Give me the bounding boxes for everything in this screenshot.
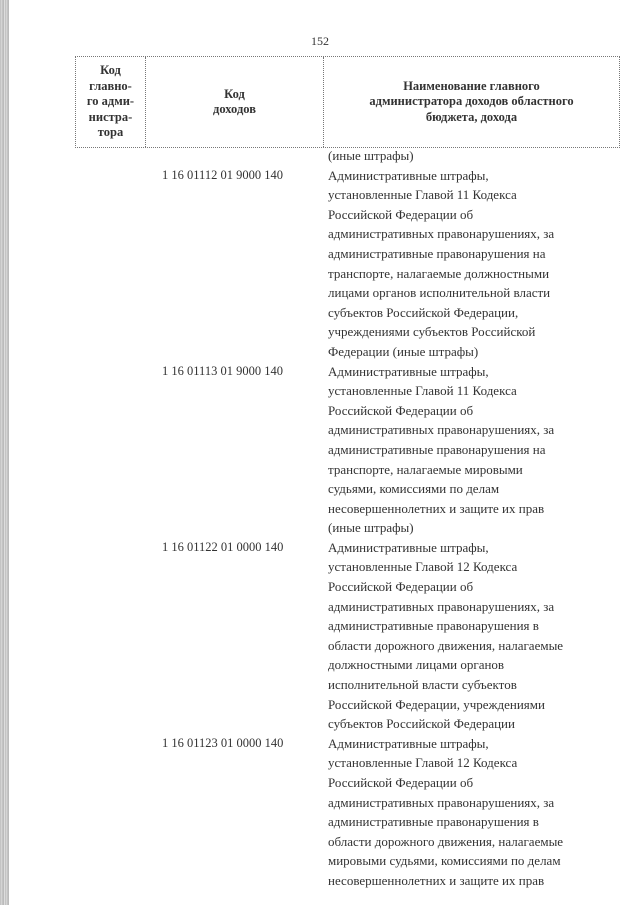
description-line: несовершеннолетних и защите их прав [328, 500, 545, 516]
description-line: установленные Главой 11 Кодекса [328, 187, 517, 203]
table-row [0, 538, 640, 734]
table-row [0, 362, 640, 538]
header-line: главно- [89, 78, 132, 93]
income-description [328, 538, 640, 734]
description-line: установленные Главой 12 Кодекса [328, 559, 518, 575]
header-admin-code [76, 57, 146, 147]
description-line: административные правонарушения в [328, 814, 539, 830]
header-line: Код [224, 86, 245, 101]
table-row [0, 734, 640, 891]
header-line: Код [100, 63, 121, 78]
description-line: судьями, комиссиями по делам [328, 481, 500, 497]
header-line: бюджета, дохода [425, 109, 518, 124]
description-line: Административные штрафы, [328, 539, 489, 555]
description-line: субъектов Российской Федерации, [328, 304, 519, 320]
description-line: Федерации (иные штрафы) [328, 343, 479, 359]
description-line: транспорте, налагаемые должностными [328, 265, 550, 281]
description-line: мировыми судьями, комиссиями по делам [328, 853, 561, 869]
income-code: 1 16 01123 01 0000 140 [162, 735, 284, 750]
table-body [0, 146, 640, 891]
description-line: исполнительной власти субъектов [328, 677, 517, 693]
income-description [328, 734, 640, 891]
header-income-code [146, 57, 324, 147]
description-line: Административные штрафы, [328, 363, 489, 379]
description-line: (иные штрафы) [328, 520, 414, 536]
description-line: административных правонарушениях, за [328, 422, 555, 438]
description-line: административных правонарушениях, за [328, 598, 555, 614]
description-line: административные правонарушения на [328, 245, 546, 261]
description-line: лицами органов исполнительной власти [328, 285, 551, 301]
income-code: 1 16 01122 01 0000 140 [162, 539, 284, 554]
header-line: администратора доходов областного [369, 94, 574, 109]
description-line: Российской Федерации, учреждениями [328, 696, 545, 712]
continuation-text: (иные штрафы) [328, 148, 414, 163]
description-line: административные правонарушения в [328, 618, 539, 634]
income-code: 1 16 01112 01 9000 140 [162, 167, 283, 182]
description-line: учреждениями субъектов Российской [328, 324, 536, 340]
header-line: Наименование главного [403, 78, 540, 93]
description-line: установленные Главой 11 Кодекса [328, 383, 517, 399]
description-line: административные правонарушения на [328, 441, 546, 457]
description-line: несовершеннолетних и защите их прав [328, 872, 545, 888]
description-line: области дорожного движения, налагаемые [328, 637, 564, 653]
description-line: Административные штрафы, [328, 167, 489, 183]
page-number: 152 [311, 34, 329, 48]
description-line: административных правонарушениях, за [328, 794, 555, 810]
income-description [328, 362, 640, 538]
description-line: Российской Федерации об [328, 775, 474, 790]
description-line: субъектов Российской Федерации [328, 716, 515, 732]
description-line: установленные Главой 12 Кодекса [328, 755, 518, 771]
income-description [328, 166, 640, 362]
description-line: Российской Федерации об [328, 206, 474, 222]
header-line: доходов [213, 102, 256, 116]
description-line: Российской Федерации об [328, 402, 474, 418]
header-name [324, 57, 619, 147]
table-row [0, 166, 640, 362]
description-line: должностными лицами органов [328, 657, 505, 673]
description-line: области дорожного движения, налагаемые [328, 833, 564, 849]
description-line: административных правонарушениях, за [328, 226, 555, 242]
header-line: нистра- [88, 109, 133, 124]
income-code: 1 16 01113 01 9000 140 [162, 363, 283, 378]
table-header [75, 56, 620, 148]
description-line: транспорте, налагаемые мировыми [328, 461, 523, 477]
header-line: го адми- [86, 94, 135, 109]
description-line: Российской Федерации об [328, 579, 474, 595]
description-line: Административные штрафы, [328, 735, 489, 751]
header-line: тора [97, 125, 124, 140]
